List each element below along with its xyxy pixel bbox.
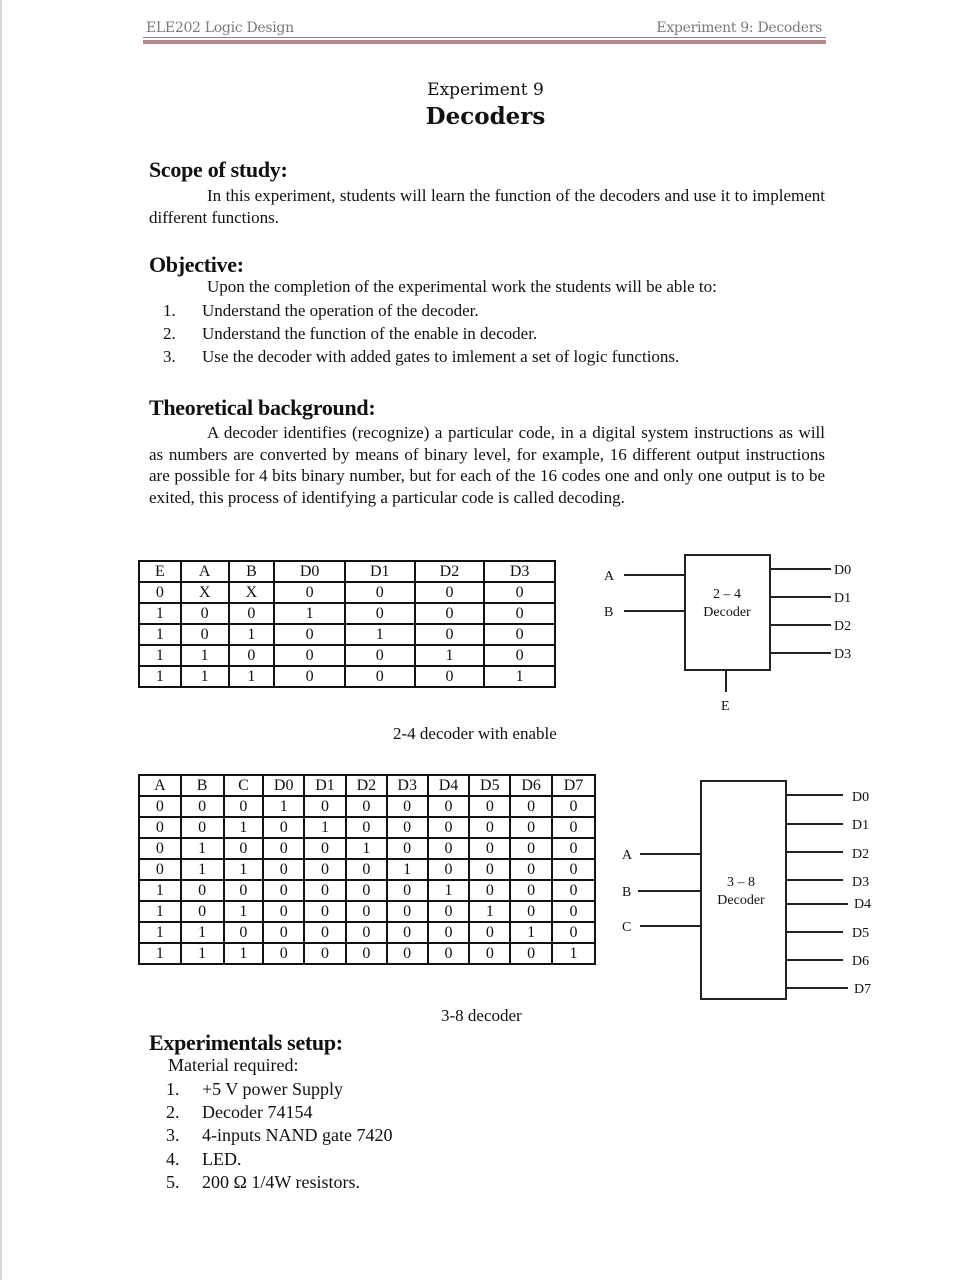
svg-text:D3: D3 — [834, 647, 852, 662]
table-cell: X — [181, 582, 229, 603]
table-cell: 0 — [304, 922, 346, 943]
svg-text:D7: D7 — [854, 982, 872, 997]
objective-list — [163, 299, 679, 368]
objective-heading: Objective: — [149, 252, 244, 277]
table-cell: 0 — [428, 796, 470, 817]
table-cell: 1 — [346, 838, 387, 859]
header-rule-thin — [143, 37, 826, 38]
header-rule-thick — [143, 40, 826, 44]
table-cell: 0 — [415, 582, 485, 603]
table-cell: 0 — [469, 922, 510, 943]
table-cell: 0 — [510, 817, 552, 838]
table-cell: 0 — [387, 901, 428, 922]
decoder-3to8-diagram — [600, 770, 890, 1010]
background-text: A decoder identifies (recognize) a particular code, in a digital system instructions as will as numbers are converted by means of binary level, for example, 16 different output instructions are possible for 4 bits binary number, but for each of the 16 codes one and only one output is to be exited, this process of identifying a particular code is called decoding. — [149, 423, 825, 508]
table-cell: 0 — [229, 603, 275, 624]
table-cell: 0 — [274, 582, 345, 603]
material-list — [166, 1078, 392, 1194]
material-item: 5. 200 Ω 1/4W resistors. — [166, 1171, 361, 1192]
table-cell: 0 — [428, 922, 470, 943]
svg-text:D2: D2 — [852, 847, 870, 862]
material-item: 1. +5 V power Supply — [166, 1079, 343, 1099]
table-cell: 0 — [345, 582, 415, 603]
table-cell: 0 — [274, 624, 345, 645]
table-cell: 1 — [229, 666, 275, 687]
table-cell: 0 — [428, 859, 470, 880]
table-row — [139, 645, 555, 666]
table-cell: 0 — [387, 943, 428, 964]
table-cell: 0 — [484, 582, 555, 603]
table-cell: 0 — [181, 796, 224, 817]
svg-text:3 – 8: 3 – 8 — [727, 875, 755, 890]
table-cell: 0 — [387, 796, 428, 817]
table-cell: 0 — [510, 838, 552, 859]
svg-text:Decoder: Decoder — [703, 605, 751, 620]
background-heading: Theoretical background: — [149, 395, 376, 420]
table-cell: 0 — [263, 901, 304, 922]
table-cell: 0 — [346, 922, 387, 943]
table-cell: 0 — [469, 859, 510, 880]
table-cell: 1 — [139, 645, 181, 666]
table-cell: 0 — [139, 817, 181, 838]
table-cell: 1 — [224, 859, 264, 880]
decoder-2to4-diagram — [590, 550, 880, 720]
table-cell: 0 — [428, 901, 470, 922]
svg-text:C: C — [622, 920, 632, 935]
table-cell: 0 — [224, 838, 264, 859]
table-cell: 0 — [387, 922, 428, 943]
svg-text:D6: D6 — [852, 954, 870, 969]
table-cell: 0 — [469, 943, 510, 964]
objective-item: 2. Understand the function of the enable in decoder. — [163, 324, 538, 343]
table-row — [139, 880, 595, 901]
table-cell: 0 — [263, 817, 304, 838]
table-row — [139, 943, 595, 964]
table-cell: 1 — [224, 817, 264, 838]
svg-text:2 – 4: 2 – 4 — [713, 587, 741, 602]
table-cell: 1 — [139, 624, 181, 645]
header-experiment-title: Experiment 9: Decoders — [656, 20, 822, 36]
page-edge — [0, 0, 2, 1280]
table-cell: 0 — [484, 603, 555, 624]
material-item: 4. LED. — [166, 1148, 242, 1169]
table-cell: 0 — [263, 838, 304, 859]
table-cell: 0 — [304, 943, 346, 964]
table-row — [139, 901, 595, 922]
table-cell: 0 — [274, 666, 345, 687]
table-cell: 0 — [346, 880, 387, 901]
table-cell: 0 — [552, 901, 595, 922]
table-cell: 0 — [510, 901, 552, 922]
table-cell: 0 — [510, 880, 552, 901]
table-cell: 0 — [346, 943, 387, 964]
svg-text:D1: D1 — [834, 591, 852, 606]
table-cell: 0 — [510, 859, 552, 880]
input-label-b: B — [604, 605, 614, 620]
table-cell: 0 — [415, 624, 485, 645]
table-row — [139, 624, 555, 645]
caption-2to4: 2-4 decoder with enable — [393, 724, 557, 743]
table-cell: 0 — [304, 796, 346, 817]
table-cell: 1 — [229, 624, 275, 645]
table-cell: 0 — [263, 943, 304, 964]
svg-text:B: B — [622, 885, 632, 900]
scope-text: In this experiment, students will learn the function of the decoders and use it to implement different functions. — [149, 186, 825, 227]
table-cell: 1 — [484, 666, 555, 687]
table-cell: 0 — [469, 817, 510, 838]
table-cell: 1 — [139, 943, 181, 964]
table-cell: 0 — [415, 666, 485, 687]
table-cell: 0 — [304, 901, 346, 922]
enable-label: E — [721, 699, 730, 714]
material-label: Material required: — [168, 1055, 299, 1075]
table-row — [139, 859, 595, 880]
table-row — [139, 796, 595, 817]
table-cell: 0 — [263, 880, 304, 901]
table-cell: 1 — [510, 922, 552, 943]
table-cell: 1 — [181, 838, 224, 859]
table-cell: 0 — [181, 901, 224, 922]
table-cell: 0 — [345, 666, 415, 687]
table-cell: 0 — [552, 922, 595, 943]
table-cell: 0 — [387, 880, 428, 901]
table-cell: X — [229, 582, 275, 603]
table-cell: 0 — [510, 796, 552, 817]
table-row — [139, 838, 595, 859]
svg-text:D2: D2 — [834, 619, 852, 634]
table-row — [139, 582, 555, 603]
table-cell: 0 — [274, 645, 345, 666]
caption-3to8: 3-8 decoder — [441, 1006, 522, 1025]
svg-text:A: A — [622, 848, 633, 863]
table-cell: 1 — [469, 901, 510, 922]
table-row — [139, 817, 595, 838]
table-cell: 0 — [469, 880, 510, 901]
table-cell: 1 — [345, 624, 415, 645]
table-cell: 1 — [552, 943, 595, 964]
table-cell: 0 — [139, 838, 181, 859]
table-cell: 0 — [263, 922, 304, 943]
svg-text:D1: D1 — [852, 818, 870, 833]
svg-text:D5: D5 — [852, 926, 870, 941]
table-cell: 1 — [224, 901, 264, 922]
table-cell: 0 — [181, 880, 224, 901]
svg-text:D4: D4 — [854, 897, 872, 912]
table-cell: 0 — [346, 817, 387, 838]
table-row — [139, 666, 555, 687]
table-cell: 0 — [469, 796, 510, 817]
svg-text:D0: D0 — [834, 563, 852, 578]
table-cell: 0 — [224, 880, 264, 901]
table-cell: 0 — [346, 796, 387, 817]
table-cell: 0 — [345, 645, 415, 666]
decoder-3to8-box — [701, 781, 786, 999]
table-cell: 1 — [274, 603, 345, 624]
table-cell: 1 — [224, 943, 264, 964]
objective-item: 1. Understand the operation of the decoder. — [163, 301, 479, 320]
table-cell: 1 — [181, 666, 229, 687]
table-cell: 1 — [181, 645, 229, 666]
table-cell: 1 — [139, 901, 181, 922]
table-cell: 0 — [469, 838, 510, 859]
table-cell: 0 — [181, 624, 229, 645]
page-title: Decoders — [425, 103, 546, 130]
header-course-title: ELE202 Logic Design — [146, 20, 294, 36]
table-cell: 0 — [484, 645, 555, 666]
table-header-row: A B C D0 D1 D2 D3 D4 D5 D6 D7 — [139, 775, 595, 796]
table-cell: 0 — [552, 838, 595, 859]
table-cell: 0 — [224, 796, 264, 817]
truth-table-3to8 — [138, 774, 596, 965]
table-cell: 0 — [346, 859, 387, 880]
table-cell: 1 — [139, 603, 181, 624]
table-body-3to8 — [139, 796, 595, 964]
table-cell: 0 — [263, 859, 304, 880]
objective-item: 3. Use the decoder with added gates to imlement a set of logic functions. — [163, 347, 680, 366]
table-row — [139, 922, 595, 943]
table-cell: 0 — [346, 901, 387, 922]
table-row — [139, 603, 555, 624]
table-cell: 1 — [181, 922, 224, 943]
table-cell: 0 — [484, 624, 555, 645]
table-cell: 0 — [304, 838, 346, 859]
table-cell: 1 — [139, 880, 181, 901]
table-cell: 0 — [428, 817, 470, 838]
svg-text:Decoder: Decoder — [717, 893, 765, 908]
svg-text:D3: D3 — [852, 875, 870, 890]
table-cell: 0 — [224, 922, 264, 943]
table-cell: 0 — [552, 859, 595, 880]
table-cell: 1 — [415, 645, 485, 666]
table-cell: 0 — [510, 943, 552, 964]
table-cell: 0 — [304, 880, 346, 901]
setup-heading: Experimentals setup: — [149, 1030, 343, 1055]
table-cell: 1 — [181, 943, 224, 964]
table-cell: 0 — [139, 796, 181, 817]
table-cell: 0 — [181, 603, 229, 624]
table-cell: 1 — [139, 922, 181, 943]
table-cell: 1 — [387, 859, 428, 880]
table-cell: 0 — [229, 645, 275, 666]
table-cell: 0 — [387, 838, 428, 859]
table-cell: 0 — [387, 817, 428, 838]
material-item: 2. Decoder 74154 — [166, 1102, 313, 1123]
table-cell: 0 — [552, 880, 595, 901]
table-cell: 0 — [552, 817, 595, 838]
table-cell: 0 — [552, 796, 595, 817]
svg-text:D0: D0 — [852, 790, 870, 805]
table-cell: 0 — [139, 859, 181, 880]
input-label-a: A — [604, 569, 615, 584]
table-cell: 1 — [263, 796, 304, 817]
table-cell: 0 — [139, 582, 181, 603]
truth-table-2to4 — [138, 560, 556, 688]
experiment-number: Experiment 9 — [427, 80, 544, 100]
table-cell: 0 — [428, 838, 470, 859]
table-cell: 1 — [304, 817, 346, 838]
table-cell: 0 — [181, 817, 224, 838]
scope-heading: Scope of study: — [149, 157, 288, 182]
table-body-2to4 — [139, 582, 555, 687]
table-cell: 0 — [304, 859, 346, 880]
table-cell: 1 — [428, 880, 470, 901]
table-cell: 0 — [415, 603, 485, 624]
table-cell: 1 — [139, 666, 181, 687]
table-cell: 0 — [428, 943, 470, 964]
table-cell: 1 — [181, 859, 224, 880]
table-cell: 0 — [345, 603, 415, 624]
material-item: 3. 4-inputs NAND gate 7420 — [166, 1125, 393, 1146]
table-header-row: E A B D0 D1 D2 D3 — [139, 561, 555, 582]
objective-intro: Upon the completion of the experimental work the students will be able to: — [207, 277, 717, 296]
